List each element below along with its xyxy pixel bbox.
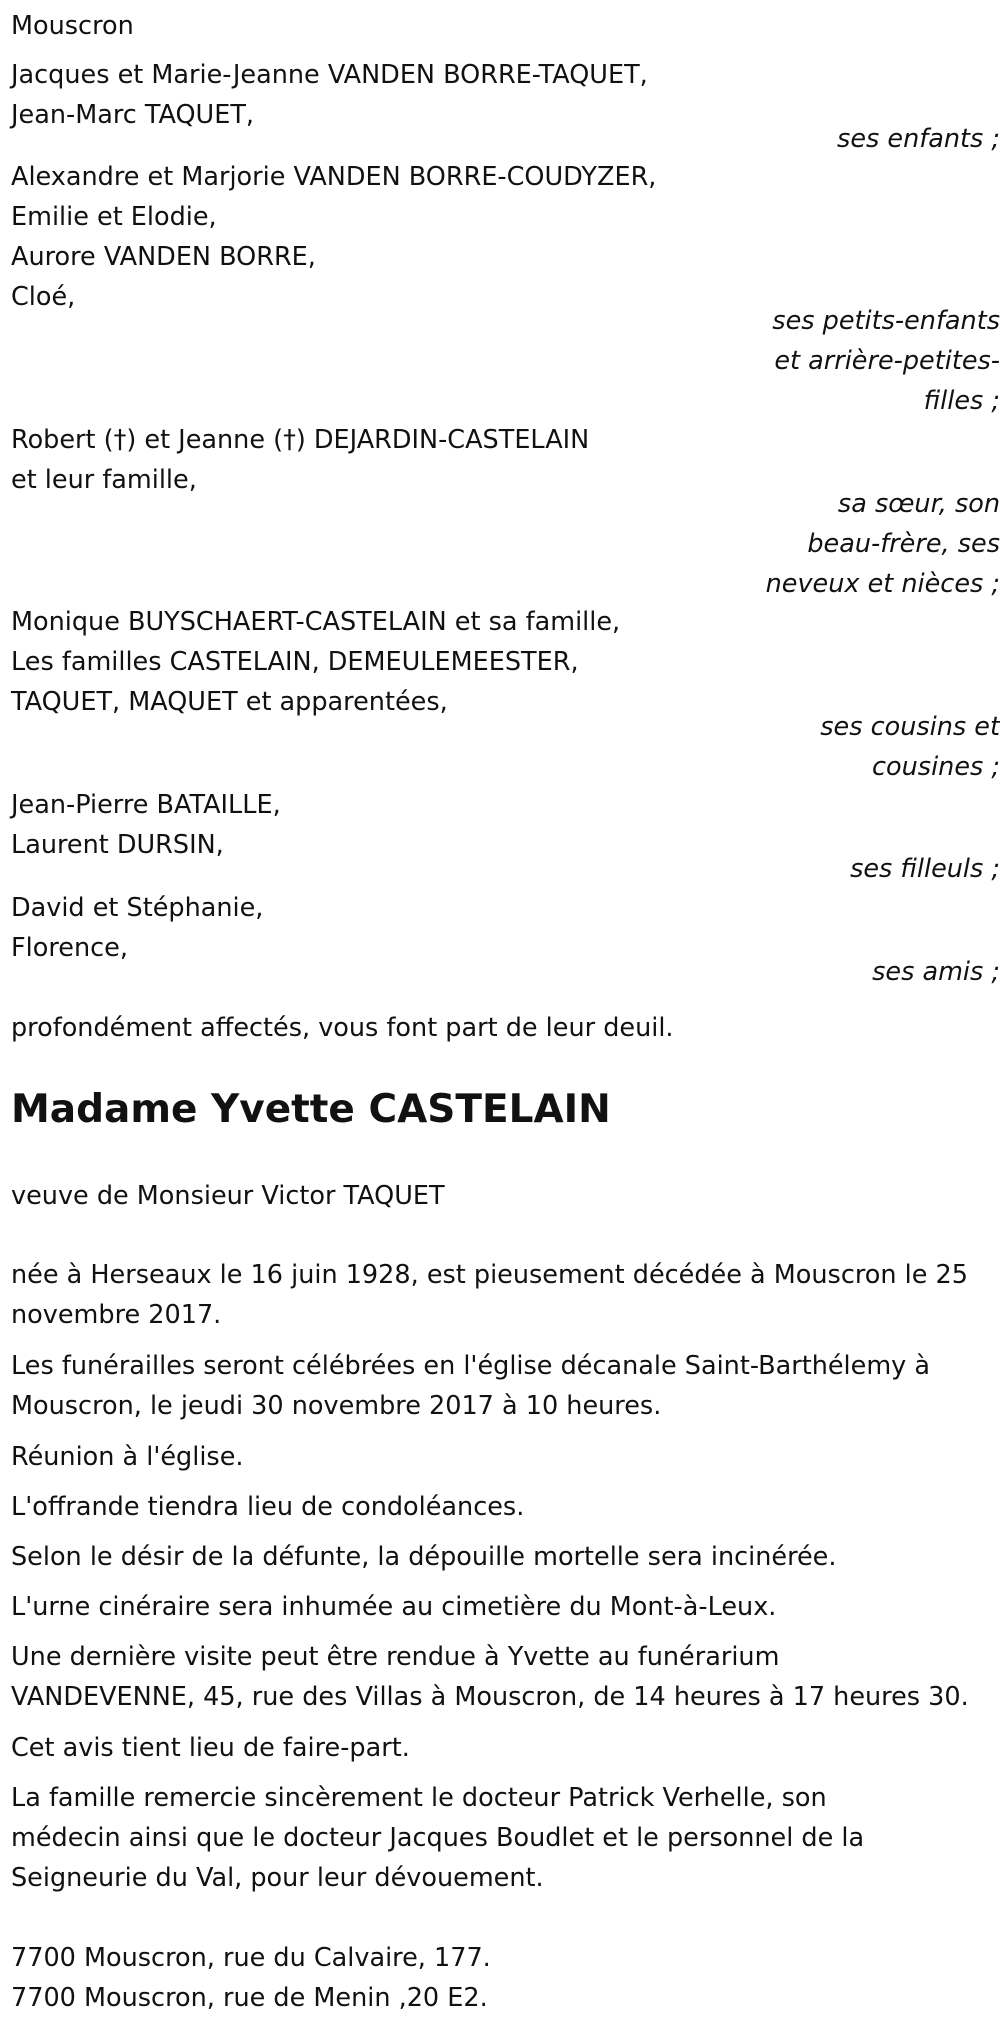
- detail-line: L'urne cinéraire sera inhumée au cimetière du Mont-à-Leux.: [11, 1592, 777, 1622]
- relation-label: ses petits-enfants: [772, 306, 1000, 336]
- address-line: 7700 Mouscron, rue du Calvaire, 177.: [11, 1943, 491, 1973]
- detail-line: Selon le désir de la défunte, la dépouille mortelle sera incinérée.: [11, 1542, 837, 1572]
- family-line: Jean-Marc TAQUET,: [11, 100, 254, 130]
- detail-line: Réunion à l'église.: [11, 1442, 244, 1472]
- relation-label: filles ;: [923, 386, 1000, 416]
- family-line: TAQUET, MAQUET et apparentées,: [11, 687, 448, 717]
- detail-line: L'offrande tiendra lieu de condoléances.: [11, 1492, 525, 1522]
- relation-label: cousines ;: [872, 752, 1000, 782]
- family-line: Emilie et Elodie,: [11, 202, 217, 232]
- detail-line: novembre 2017.: [11, 1300, 222, 1330]
- relation-label: ses cousins et: [820, 712, 1000, 742]
- relation-label: ses amis ;: [872, 957, 1000, 987]
- detail-line: La famille remercie sincèrement le docteur Patrick Verhelle, son: [11, 1783, 827, 1813]
- family-line: David et Stéphanie,: [11, 893, 264, 923]
- detail-line: Cet avis tient lieu de faire-part.: [11, 1733, 410, 1763]
- family-line: Alexandre et Marjorie VANDEN BORRE-COUDYZER,: [11, 162, 657, 192]
- family-line: Laurent DURSIN,: [11, 830, 224, 860]
- detail-line: Une dernière visite peut être rendue à Yvette au funérarium: [11, 1642, 780, 1672]
- relation-label: neveux et nièces ;: [765, 569, 1000, 599]
- family-line: Florence,: [11, 933, 128, 963]
- deceased-name: Madame Yvette CASTELAIN: [11, 1087, 611, 1132]
- family-line: Robert (†) et Jeanne (†) DEJARDIN-CASTELAIN: [11, 425, 590, 455]
- family-line: Jean-Pierre BATAILLE,: [11, 790, 281, 820]
- detail-line: Mouscron, le jeudi 30 novembre 2017 à 10 heures.: [11, 1391, 662, 1421]
- family-line: Les familles CASTELAIN, DEMEULEMEESTER,: [11, 647, 579, 677]
- family-line: Cloé,: [11, 282, 76, 312]
- detail-line: née à Herseaux le 16 juin 1928, est pieusement décédée à Mouscron le 25: [11, 1260, 968, 1290]
- spouse-line: veuve de Monsieur Victor TAQUET: [11, 1181, 445, 1211]
- detail-line: Seigneurie du Val, pour leur dévouement.: [11, 1863, 544, 1893]
- relation-label: et arrière-petites-: [774, 346, 1000, 376]
- closing-family-line: profondément affectés, vous font part de leur deuil.: [11, 1013, 674, 1043]
- relation-label: sa sœur, son: [837, 489, 1000, 519]
- relation-label: beau-frère, ses: [807, 529, 1000, 559]
- family-line: Jacques et Marie-Jeanne VANDEN BORRE-TAQUET,: [11, 60, 648, 90]
- detail-line: VANDEVENNE, 45, rue des Villas à Mouscron, de 14 heures à 17 heures 30.: [11, 1682, 969, 1712]
- family-line: et leur famille,: [11, 465, 197, 495]
- detail-line: médecin ainsi que le docteur Jacques Boudlet et le personnel de la: [11, 1823, 865, 1853]
- family-line: Monique BUYSCHAERT-CASTELAIN et sa famille,: [11, 607, 621, 637]
- relation-label: ses filleuls ;: [850, 854, 1000, 884]
- address-line: 7700 Mouscron, rue de Menin ,20 E2.: [11, 1983, 488, 2013]
- detail-line: Les funérailles seront célébrées en l'église décanale Saint-Barthélemy à: [11, 1351, 930, 1381]
- family-line: Aurore VANDEN BORRE,: [11, 242, 316, 272]
- relation-label: ses enfants ;: [837, 124, 1000, 154]
- place-heading: Mouscron: [11, 11, 134, 41]
